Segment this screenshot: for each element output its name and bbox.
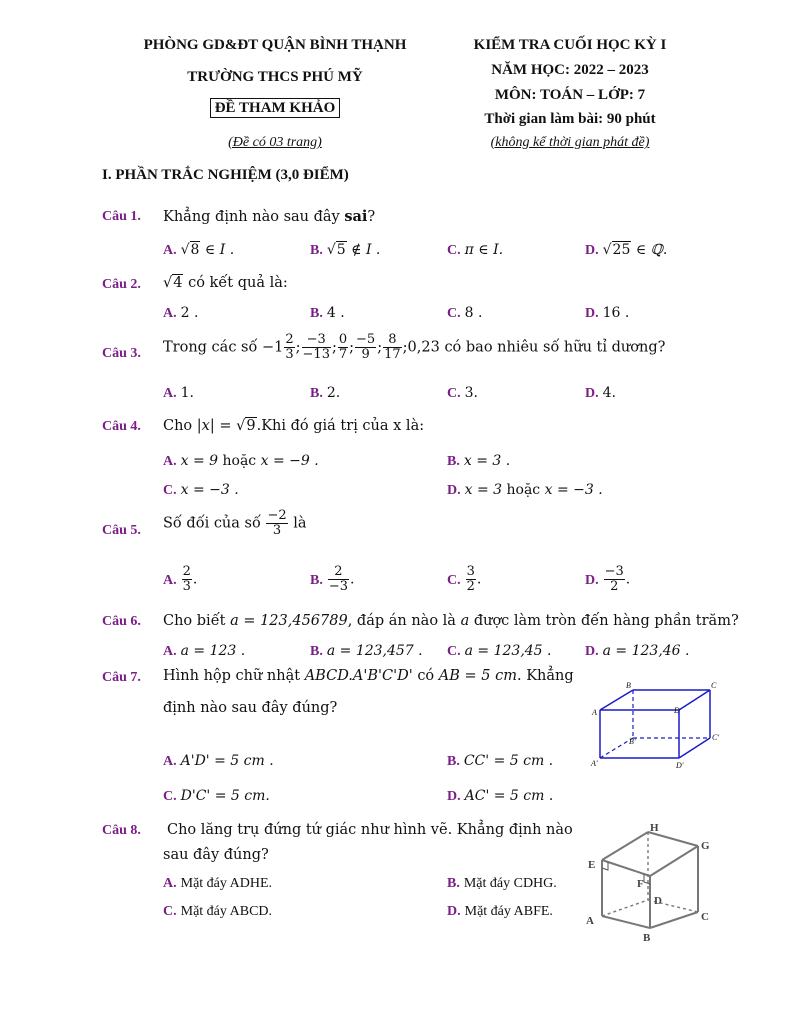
label-g: G (701, 840, 710, 852)
q3-option-a[interactable]: A. 1. (163, 385, 194, 401)
q5-option-c[interactable]: C. $\frac{3}{2}$ . (447, 564, 482, 594)
q2-option-d[interactable]: D. 16 . (585, 305, 630, 321)
q6-option-d[interactable]: D. a = 123,46 . (585, 643, 690, 659)
school-year: NĂM HỌC: 2022 – 2023 (491, 62, 649, 78)
label-b: B (626, 681, 631, 690)
q7-option-a[interactable]: A. A'D' = 5 cm . (163, 753, 274, 769)
q3-option-c[interactable]: C. 3. (447, 385, 478, 401)
question-1-label: Câu 1. (102, 209, 141, 224)
q5-option-a[interactable]: A. $\frac{2}{3}$ . (163, 564, 198, 594)
question-8-label: Câu 8. (102, 823, 141, 838)
question-2-text: √4 có kết quả là: (163, 275, 288, 291)
q8-option-a[interactable]: A. Mặt đáy ADHE. (163, 876, 273, 891)
time-note: (không kể thời gian phát đề) (490, 135, 650, 150)
school-office: PHÒNG GD&ĐT QUẬN BÌNH THẠNH (143, 37, 407, 53)
question-6-label: Câu 6. (102, 614, 141, 629)
school-name: TRƯỜNG THCS PHÚ MỸ (187, 69, 363, 85)
q4-option-c[interactable]: C. x = −3 . (163, 482, 239, 498)
question-7-label: Câu 7. (102, 670, 141, 685)
box-figure (588, 680, 728, 772)
q4-option-d[interactable]: D. x = 3 hoặc x = −3 . (447, 482, 603, 498)
label-c-prime: C' (712, 733, 720, 742)
question-4-label: Câu 4. (102, 419, 141, 434)
q7-option-c[interactable]: C. D'C' = 5 cm. (163, 788, 270, 804)
q6-option-a[interactable]: A. a = 123 . (163, 643, 246, 659)
subject-grade: MÔN: TOÁN – LỚP: 7 (494, 87, 646, 103)
q7-option-d[interactable]: D. AC' = 5 cm . (447, 788, 554, 804)
label-a: A (592, 708, 597, 717)
q8-option-d[interactable]: D. Mặt đáy ABFE. (447, 904, 553, 919)
label-h: H (650, 822, 659, 834)
question-5-text: Số đối của số $\frac{-2}{3}$ là (163, 508, 307, 538)
q8-option-c[interactable]: C. Mặt đáy ABCD. (163, 904, 273, 919)
question-4-text: Cho |x| = √9.Khi đó giá trị của x là: (163, 418, 425, 434)
q3-option-b[interactable]: B. 2. (310, 385, 341, 401)
exam-type-badge: ĐỀ THAM KHẢO (100, 100, 450, 117)
page-count-note: (Đề có 03 trang) (228, 135, 322, 150)
question-8-text-cont: sau đây đúng? (163, 847, 269, 863)
label-a: A (586, 915, 594, 927)
q4-option-b[interactable]: B. x = 3 . (447, 453, 511, 469)
q4-option-a[interactable]: A. x = 9 hoặc x = −9 . (163, 453, 319, 469)
label-d: D (654, 895, 662, 907)
label-c: C (701, 911, 709, 923)
question-5-label: Câu 5. (102, 523, 141, 538)
q5-option-b[interactable]: B. $\frac{2}{-3}$ . (310, 564, 355, 594)
question-3-label: Câu 3. (102, 346, 141, 361)
q1-option-d[interactable]: D. √25 ∈ ℚ. (585, 242, 668, 258)
exam-title: KIỂM TRA CUỐI HỌC KỲ I (473, 37, 667, 53)
question-6-text: Cho biết a = 123,456789, đáp án nào là a được làm tròn đến hàng phần trăm? (163, 613, 739, 629)
question-7-text: Hình hộp chữ nhật ABCD.A'B'C'D' có AB = 5 cm. Khẳng (163, 668, 574, 684)
q2-option-b[interactable]: B. 4 . (310, 305, 345, 321)
label-b-prime: B' (629, 737, 636, 746)
label-d-prime: D' (676, 761, 684, 770)
question-2-label: Câu 2. (102, 277, 141, 292)
q2-option-c[interactable]: C. 8 . (447, 305, 483, 321)
q3-option-d[interactable]: D. 4. (585, 385, 616, 401)
label-f: F (637, 878, 644, 890)
question-1-text: Khẳng định nào sau đây sai? (163, 208, 376, 225)
time-limit: Thời gian làm bài: 90 phút (484, 111, 656, 127)
label-e: E (588, 859, 596, 871)
label-b: B (643, 932, 651, 944)
question-3-text: Trong các số −1 $\frac{2}{3}$ ; $\frac{-3}{-13}$ ; $\frac{0}{7}$ ; $\frac{-5}{9}$ ; $\frac{8}{17}$ ;0,23 có bao nhiêu số hữu tỉ dương? (163, 332, 666, 362)
label-c: C (711, 681, 717, 690)
question-7-text-cont: định nào sau đây đúng? (163, 700, 338, 716)
q6-option-c[interactable]: C. a = 123,45 . (447, 643, 552, 659)
q1-option-a[interactable]: A. √8 ∈ I . (163, 242, 235, 258)
q7-option-b[interactable]: B. CC' = 5 cm . (447, 753, 554, 769)
q1-option-b[interactable]: B. √5 ∉ I . (310, 242, 381, 258)
question-8-text: Cho lăng trụ đứng tứ giác như hình vẽ. Khẳng định nào (167, 822, 573, 838)
q1-option-c[interactable]: C. π ∈ I. (447, 242, 504, 258)
q5-option-d[interactable]: D. $\frac{-3}{2}$ . (585, 564, 631, 594)
section-title: I. PHẦN TRẮC NGHIỆM (3,0 ĐIỂM) (102, 167, 349, 183)
label-a-prime: A' (591, 759, 598, 768)
q6-option-b[interactable]: B. a = 123,457 . (310, 643, 423, 659)
q8-option-b[interactable]: B. Mặt đáy CDHG. (447, 876, 557, 891)
prism-figure (580, 820, 720, 948)
q2-option-a[interactable]: A. 2 . (163, 305, 199, 321)
label-d: D (674, 706, 680, 715)
